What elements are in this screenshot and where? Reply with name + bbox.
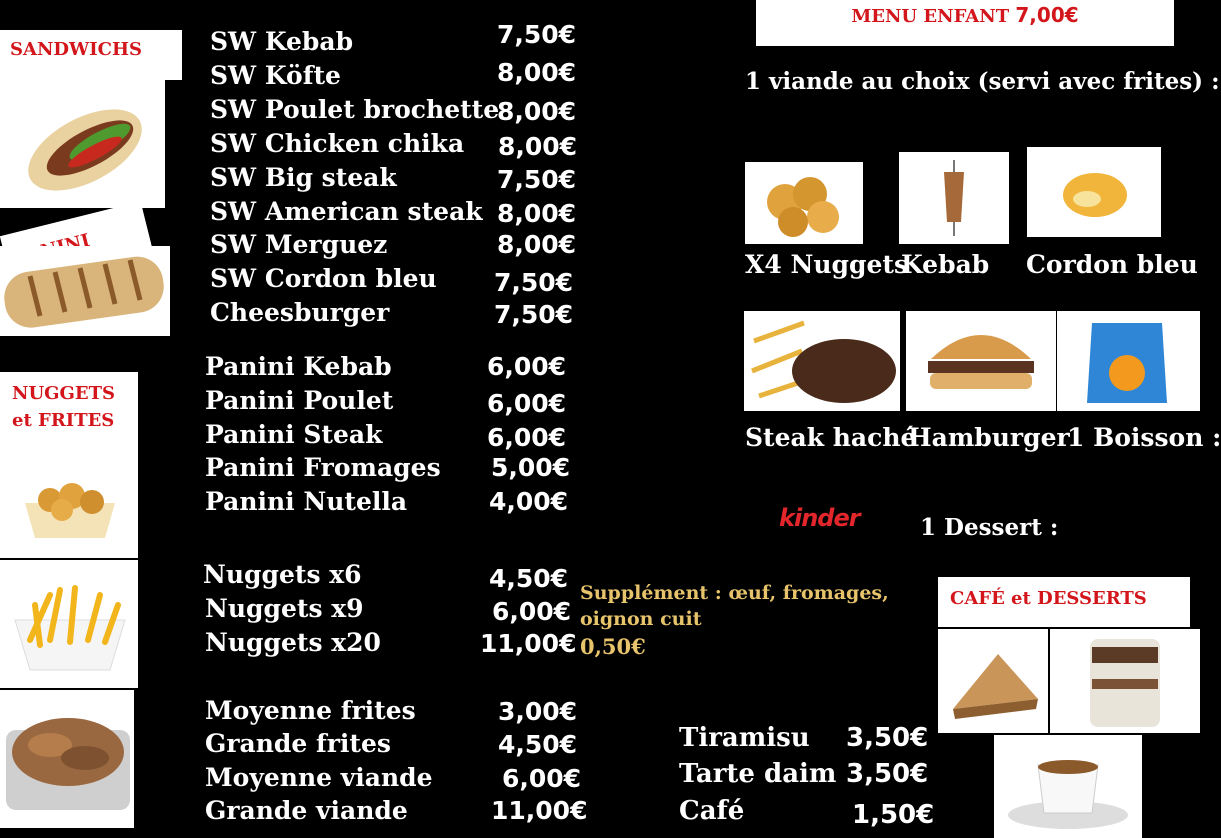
menu-item-name: Nuggets x9 xyxy=(205,594,364,623)
menu-item-price: 11,00€ xyxy=(491,796,588,825)
menu-item-price: 11,00€ xyxy=(480,629,577,658)
supplement-text-line2: oignon cuit xyxy=(580,608,702,630)
choice-label: 1 Boisson : xyxy=(1067,423,1221,452)
cafe-desserts-label: CAFÉ et DESSERTS xyxy=(938,577,1190,627)
menu-item-name: Tarte daim xyxy=(679,759,837,789)
menu-item-price: 8,00€ xyxy=(497,199,577,228)
menu-item-name: Panini Poulet xyxy=(205,386,394,415)
menu-item-price: 8,00€ xyxy=(498,132,578,161)
nuggets-choice-photo xyxy=(745,162,863,244)
kebab-choice-photo xyxy=(899,152,1009,244)
menu-item-price: 6,00€ xyxy=(502,764,582,793)
menu-item-price: 4,50€ xyxy=(498,730,578,759)
menu-item-price: 6,00€ xyxy=(487,389,567,418)
menu-item-price: 5,00€ xyxy=(491,453,571,482)
menu-item-name: Nuggets x6 xyxy=(203,560,362,589)
menu-item-name: SW Cordon bleu xyxy=(210,264,437,293)
choice-label: Cordon bleu xyxy=(1026,250,1198,279)
meat-tray-photo xyxy=(0,690,134,828)
kinder-logo xyxy=(745,490,915,540)
tarte-photo xyxy=(938,629,1048,733)
menu-item-name: Nuggets x20 xyxy=(205,628,381,657)
menu-item-price: 3,50€ xyxy=(846,723,929,753)
menu-item-name: SW Köfte xyxy=(210,61,341,90)
sandwichs-label: SANDWICHS xyxy=(0,30,182,80)
cafe-cup-photo xyxy=(994,735,1142,838)
menu-item-price: 8,00€ xyxy=(497,230,577,259)
kinder-logo-text: kinder xyxy=(779,504,860,532)
menu-item-name: SW Kebab xyxy=(210,27,354,56)
cordon-bleu-choice-photo xyxy=(1027,147,1161,237)
menu-item-name: Cheesburger xyxy=(210,298,390,327)
fries-photo xyxy=(0,560,138,688)
menu-item-price: 8,00€ xyxy=(497,97,577,126)
menu-item-name: Moyenne viande xyxy=(205,763,433,792)
supplement-price: 0,50€ xyxy=(580,634,646,659)
menu-item-name: Tiramisu xyxy=(679,723,810,753)
hamburger-photo xyxy=(906,311,1056,411)
menu-item-name: Moyenne frites xyxy=(205,696,416,725)
menu-item-price: 4,00€ xyxy=(489,487,569,516)
menu-item-price: 6,00€ xyxy=(492,597,572,626)
menu-item-price: 1,50€ xyxy=(852,800,935,830)
menu-item-name: SW Merguez xyxy=(210,230,388,259)
menu-item-price: 6,00€ xyxy=(487,352,567,381)
menu-item-name: Grande viande xyxy=(205,796,408,825)
menu-item-price: 4,50€ xyxy=(489,564,569,593)
menu-item-name: Panini Steak xyxy=(205,420,383,449)
menu-item-price: 8,00€ xyxy=(497,58,577,87)
menu-item-name: Panini Fromages xyxy=(205,453,441,482)
menu-item-price: 6,00€ xyxy=(487,423,567,452)
menu-item-name: SW Chicken chika xyxy=(210,129,465,158)
menu-enfant-subtitle: 1 viande au choix (servi avec frites) : xyxy=(745,68,1220,95)
tiramisu-photo xyxy=(1050,629,1200,733)
supplement-text-line1: Supplément : œuf, fromages, xyxy=(580,582,889,604)
choice-label: Kebab xyxy=(901,250,990,279)
menu-item-name: SW Big steak xyxy=(210,163,397,192)
menu-item-name: Grande frites xyxy=(205,729,391,758)
choice-label: Hamburger xyxy=(908,423,1070,452)
nuggets-photo xyxy=(0,458,138,558)
panini-photo xyxy=(0,246,170,336)
choice-label: Steak haché xyxy=(745,423,917,452)
menu-enfant-price: 7,00€ xyxy=(1015,3,1079,27)
menu-item-price: 7,50€ xyxy=(494,268,574,297)
menu-item-name: Café xyxy=(679,796,745,826)
menu-item-price: 3,00€ xyxy=(498,697,578,726)
nuggets-frites-label: NUGGETS et FRITES xyxy=(0,372,138,458)
steak-hache-photo xyxy=(744,311,900,411)
sandwich-photo xyxy=(0,80,165,208)
menu-item-name: SW Poulet brochette xyxy=(210,95,500,124)
menu-item-price: 7,50€ xyxy=(497,165,577,194)
menu-item-name: SW American steak xyxy=(210,197,483,226)
menu-item-price: 3,50€ xyxy=(846,759,929,789)
choice-label: X4 Nuggets xyxy=(745,250,909,279)
capri-sun-photo xyxy=(1057,311,1200,411)
menu-item-price: 7,50€ xyxy=(494,300,574,329)
dessert-label: 1 Dessert : xyxy=(920,514,1059,541)
menu-item-name: Panini Nutella xyxy=(205,487,408,516)
menu-item-price: 7,50€ xyxy=(497,20,577,49)
menu-item-name: Panini Kebab xyxy=(205,352,392,381)
menu-enfant-header: MENU ENFANT 7,00€ xyxy=(756,0,1174,46)
